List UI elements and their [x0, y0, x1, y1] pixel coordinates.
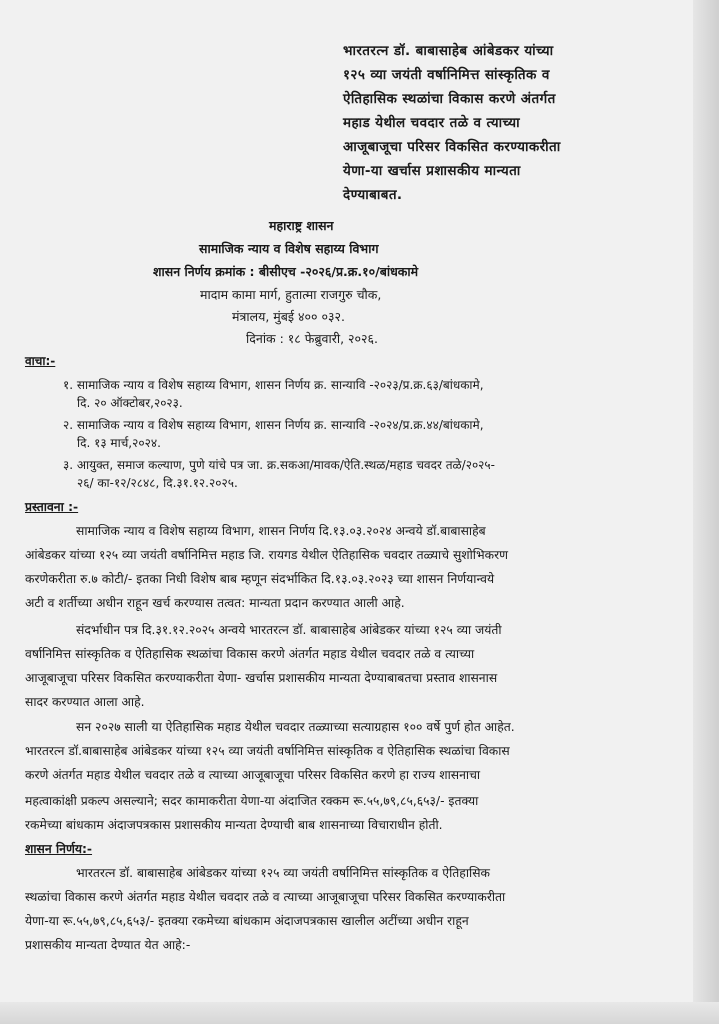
decision-line: स्थळांचा विकास करणे अंतर्गत महाड येथील चवदार तळे व त्याच्या आजूबाजूचा परिसर विकसित करण्याकरीता: [25, 890, 506, 904]
decision-heading: शासन निर्णय:-: [25, 842, 93, 856]
gr-number-label: शासन निर्णय क्रमांक :: [153, 264, 259, 279]
preamble-line: रकमेच्या बांधकाम अंदाजपत्रकास प्रशासकीय मान्यता देण्याची बाब शासनाच्या विचाराधीन होती.: [25, 818, 443, 832]
reference-line: २६/ का-१२/२८४८, दि.३१.१२.२०२५.: [77, 476, 238, 490]
government-name: महाराष्ट्र शासन: [269, 218, 334, 233]
subject-line: महाड येथील चवदार तळे व त्याच्या: [343, 115, 521, 131]
preamble-line: सन २०२७ साली या ऐतिहासिक महाड येथील चवदार तळ्याच्या सत्याग्रहास १०० वर्षे पुर्ण होत आहेत.: [76, 720, 515, 734]
subject-line: १२५ व्या जयंती वर्षानिमित्त सांस्कृतिक व: [343, 67, 550, 83]
reference-line: २. सामाजिक न्याय व विशेष सहाय्य विभाग, शासन निर्णय क्र. सान्यावि -२०२४/प्र.क्र.४४/बांधकामे,: [63, 418, 484, 432]
decision-line: येणा-या रू.५५,७९,८५,६५३/- इतक्या रकमेच्या बांधकाम अंदाजपत्रकास खालील अटींच्या अधीन राहून: [25, 914, 469, 928]
preamble-line: सामाजिक न्याय व विशेष सहाय्य विभाग, शासन निर्णय दि.१३.०३.२०२४ अन्वये डॉ.बाबासाहेब: [76, 524, 486, 538]
preamble-line: महत्वाकांक्षी प्रकल्प असल्याने; सदर कामाकरीता येणा-या अंदाजित रक्कम रू.५५,७९,८५,६५३/- इतक्या: [25, 794, 479, 808]
reference-line: ३. आयुक्त, समाज कल्याण, पुणे यांचे पत्र जा. क्र.सकआ/मावक/ऐति.स्थळ/महाड चवदर तळे/२०२५-: [63, 458, 495, 472]
department-name: सामाजिक न्याय व विशेष सहाय्य विभाग: [199, 241, 379, 256]
preamble-line: सादर करण्यात आला आहे.: [25, 695, 145, 709]
decision-line: भारतरत्न डॉ. बाबासाहेब आंबेडकर यांच्या १२५ व्या जयंती वर्षानिमित्त सांस्कृतिक व ऐतिहासिक: [76, 866, 490, 880]
preamble-line: वर्षानिमित्त सांस्कृतिक व ऐतिहासिक स्थळांचा विकास करणे अंतर्गत महाड येथील चवदार तळे व त्याच्या: [25, 647, 475, 661]
page-edge-shadow: [693, 0, 719, 1024]
preamble-line: भारतरत्न डॉ.बाबासाहेब आंबेडकर यांच्या १२५ व्या जयंती वर्षानिमित्त सांस्कृतिक व ऐतिहासिक स्थळांचा विकास: [25, 744, 510, 758]
gr-number-line: [153, 266, 418, 279]
reference-line: दि. २० ऑक्टोबर,२०२३.: [77, 396, 183, 410]
decision-line: प्रशासकीय मान्यता देण्यात येत आहे:-: [25, 938, 191, 952]
gr-date: दिनांक : १८ फेब्रुवारी, २०२६.: [246, 331, 379, 346]
subject-line: आजूबाजूचा परिसर विकसित करण्याकरीता: [343, 139, 561, 155]
preamble-line: आंबेडकर यांच्या १२५ व्या जयंती वर्षानिमित्त महाड जि. रायगड येथील ऐतिहासिक चवदार तळ्याचे सुशोभिकरण: [25, 548, 509, 562]
reference-line: दि. १३ मार्च,२०२४.: [77, 436, 161, 450]
address-line-1: मादाम कामा मार्ग, हुतात्मा राजगुरु चौक,: [200, 287, 382, 302]
preamble-line: करणे अंतर्गत महाड येथील चवदार तळे व त्याच्या आजूबाजूचा परिसर विकसित करणे हा राज्य शासनाचा: [25, 768, 481, 782]
subject-line: देण्याबाबत.: [343, 187, 403, 203]
page-bottom-shadow: [0, 1002, 719, 1024]
gr-number-value: बीसीएच -२०२६/प्र.क्र.१०/बांधकामे: [258, 264, 419, 279]
reference-line: १. सामाजिक न्याय व विशेष सहाय्य विभाग, शासन निर्णय क्र. सान्यावि -२०२३/प्र.क्र.६३/बांधकामे,: [63, 378, 484, 392]
preamble-line: करणेकरीता रु.७ कोटी/- इतका निधी विशेष बाब म्हणून संदर्भाकित दि.१३.०३.२०२३ च्या शासन निर्णयान्वये: [25, 572, 495, 586]
preamble-line: अटी व शर्तीच्या अधीन राहून खर्च करण्यास तत्वत: मान्यता प्रदान करण्यात आली आहे.: [25, 596, 405, 610]
preamble-heading: प्रस्तावना :-: [25, 500, 79, 514]
references-heading: वाचा:-: [25, 354, 56, 368]
subject-line: ऐतिहासिक स्थळांचा विकास करणे अंतर्गत: [343, 91, 556, 107]
subject-line: भारतरत्न डॉ. बाबासाहेब आंबेडकर यांच्या: [343, 43, 554, 59]
preamble-line: आजूबाजूचा परिसर विकसित करण्याकरीता येणा- खर्चास प्रशासकीय मान्यता देण्याबाबतचा प्रस्ताव शासनास: [25, 671, 498, 685]
address-line-2: मंत्रालय, मुंबई ४०० ०३२.: [232, 309, 345, 324]
preamble-line: संदर्भाधीन पत्र दि.३१.१२.२०२५ अन्वये भारतरत्न डॉ. बाबासाहेब आंबेडकर यांच्या १२५ व्या जयंती: [76, 623, 502, 637]
subject-line: येणा-या खर्चास प्रशासकीय मान्यता: [343, 163, 521, 179]
